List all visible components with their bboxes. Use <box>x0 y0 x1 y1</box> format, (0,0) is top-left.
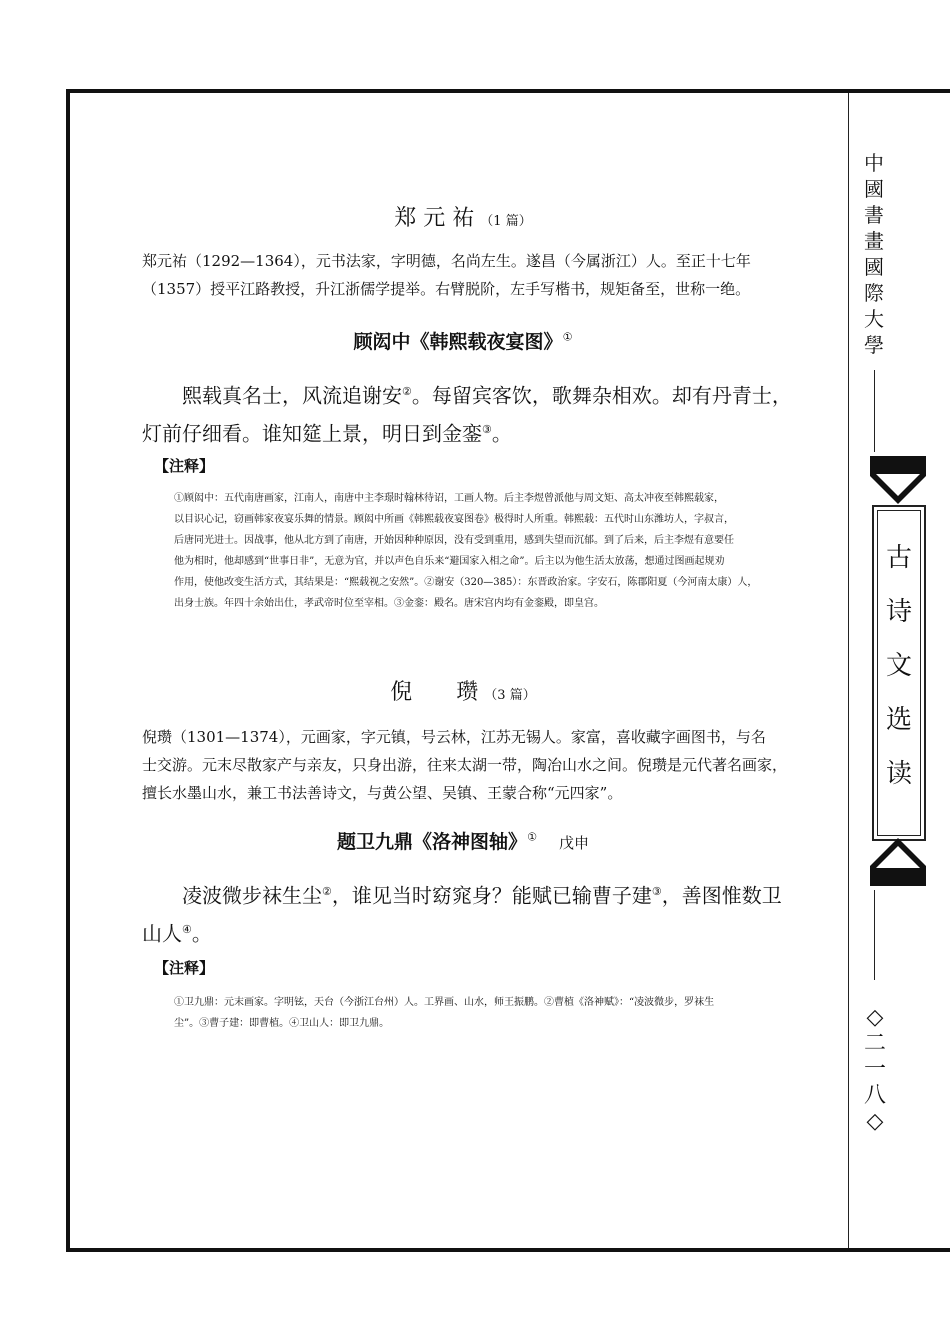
note-line: ①卫九鼎：元末画家。字明铉，天台（今浙江台州）人。工界画、山水，师王振鹏。②曹植《洛神赋》：“凌波微步，罗袜生 <box>174 997 715 1008</box>
poem-line <box>142 913 894 951</box>
badge-bottom-ornament <box>870 836 926 876</box>
frame-top-rule <box>66 89 950 93</box>
note-line: 他为相时，他却感到“世事日非”，无意为官，并以声色自乐来“避国家入相之命”。后主以为他生活太放荡，想通过图画起规劝 <box>174 556 725 567</box>
notes-label: 【注释】 <box>154 457 215 475</box>
poem-title-text: 题卫九鼎《洛神图轴》 <box>337 831 528 853</box>
series-title-char: 際 <box>864 281 884 305</box>
author-name: 郑 元 祐 <box>394 206 475 231</box>
bio-line: 擅长水墨山水，兼工书法善诗文，与黄公望、吴镇、王蒙合称“元四家”。 <box>142 784 623 802</box>
note-line: 作用，使他改变生活方式，其结果是：“熙载视之安然”。②谢安（320—385）：东晋政治家。字安石，陈郡阳夏（今河南太康）人， <box>174 577 758 588</box>
series-title-char: 中 <box>864 151 884 175</box>
note-line: 出身士族。年四十余始出仕，孝武帝时位至宰相。③金銮：殿名。唐宋宫内均有金銮殿，即皇宫。 <box>174 598 604 609</box>
book-title-char: 文 <box>885 651 912 681</box>
frame-left-rule <box>66 89 70 1252</box>
bio-line: 郑元祐（1292—1364），元书法家，字明德，名尚左生。遂昌（今属浙江）人。至正十七年 <box>142 252 751 270</box>
note-line: 后唐同光进士。因战事，他从北方到了南唐，开始因种种原因，没有受到重用，感到失望而沉郁。到了后来，后主李煜有意要任 <box>174 535 734 546</box>
book-title-char: 古 <box>885 543 912 573</box>
page-number-char: 二 <box>863 1031 886 1056</box>
poem-title-text: 顾闳中《韩熙载夜宴图》 <box>353 331 563 353</box>
footnote-mark: ③ <box>651 885 662 898</box>
poem-text: ，善图惟数卫 <box>661 883 782 908</box>
footnote-mark: ④ <box>182 922 192 936</box>
poem-line <box>142 413 894 451</box>
poem-line <box>142 375 894 413</box>
bio-line: 倪瓒（1301—1374），元画家，字元镇，号云林，江苏无锡人。家富，喜收藏字画图书，与名 <box>142 728 766 746</box>
poem-line <box>142 875 894 913</box>
badge-top-bar <box>870 456 926 466</box>
page-number-char: ◇ <box>866 1005 884 1030</box>
note-line: 以目识心记，窃画韩家夜宴乐舞的情景。顾闳中所画《韩熙载夜宴图卷》极得时人所重。韩熙载：五代时山东潍坊人，字叔言， <box>174 514 734 525</box>
frame-bottom-rule <box>66 1248 950 1252</box>
poem-title-note: 戊申 <box>558 834 589 852</box>
author-heading <box>78 201 848 232</box>
poem-text: 山人 <box>142 921 182 946</box>
series-title-char: 國 <box>864 255 884 279</box>
page-number-char: ◇ <box>866 1109 884 1134</box>
poem-text: 。每留宾客饮，歌舞杂相欢。却有丹青士， <box>411 383 792 408</box>
poem-title <box>78 827 848 854</box>
note-line: ①顾闳中：五代南唐画家，江南人，南唐中主李璟时翰林待诏，工画人物。后主李煜曾派他与周文矩、高太冲夜至韩熙载家， <box>174 493 724 504</box>
bio-line: （1357）授平江路教授，升江浙儒学提举。右臂脱阶，左手写楷书，规矩备至，世称一绝。 <box>142 280 751 298</box>
notes-label: 【注释】 <box>154 959 215 977</box>
poem-body <box>142 875 894 950</box>
note-line: 尘”。③曹子建：即曹植。④卫山人：即卫九鼎。 <box>174 1018 390 1029</box>
footnote-mark: ② <box>322 885 332 898</box>
author-heading <box>78 675 848 706</box>
series-title-char: 國 <box>864 177 884 201</box>
notes-text <box>174 992 894 1034</box>
series-title-char: 大 <box>864 307 884 331</box>
poem-text: 凌波微步袜生尘 <box>182 883 322 908</box>
poem-title <box>78 327 848 354</box>
bio-line: 士交游。元末尽散家产与亲友，只身出游，往来太湖一带，陶冶山水之间。倪瓒是元代著名画家， <box>142 756 788 774</box>
poem-text: 熙载真名士，风流追谢安 <box>182 383 402 408</box>
poem-text: 。 <box>491 421 512 446</box>
author-bio <box>142 247 894 303</box>
poem-text: 。 <box>191 921 212 946</box>
poem-count: （1 篇） <box>480 214 532 229</box>
footnote-mark: ② <box>402 385 412 398</box>
book-title-char: 读 <box>885 759 912 789</box>
footnote-mark: ③ <box>482 422 492 436</box>
series-title-char: 書 <box>864 203 884 227</box>
series-title-char: 學 <box>864 333 884 357</box>
series-title-char: 畫 <box>864 229 884 253</box>
book-title-char: 诗 <box>885 597 912 627</box>
notes-text <box>174 488 894 614</box>
author-name: 倪 瓒 <box>390 680 479 705</box>
book-title-char: 选 <box>885 705 912 735</box>
poem-text: 灯前仔细看。谁知筵上景，明日到金銮 <box>142 421 482 446</box>
footnote-mark: ① <box>562 330 573 344</box>
poem-body <box>142 375 894 450</box>
author-bio <box>142 723 894 807</box>
page-number-char: 一 <box>863 1057 886 1082</box>
page-number-char: 八 <box>863 1083 886 1108</box>
poem-text: ，谁见当时窈窕身？能赋已输曹子建 <box>331 883 652 908</box>
footnote-mark: ① <box>527 830 537 844</box>
poem-count: （3 篇） <box>484 688 536 703</box>
